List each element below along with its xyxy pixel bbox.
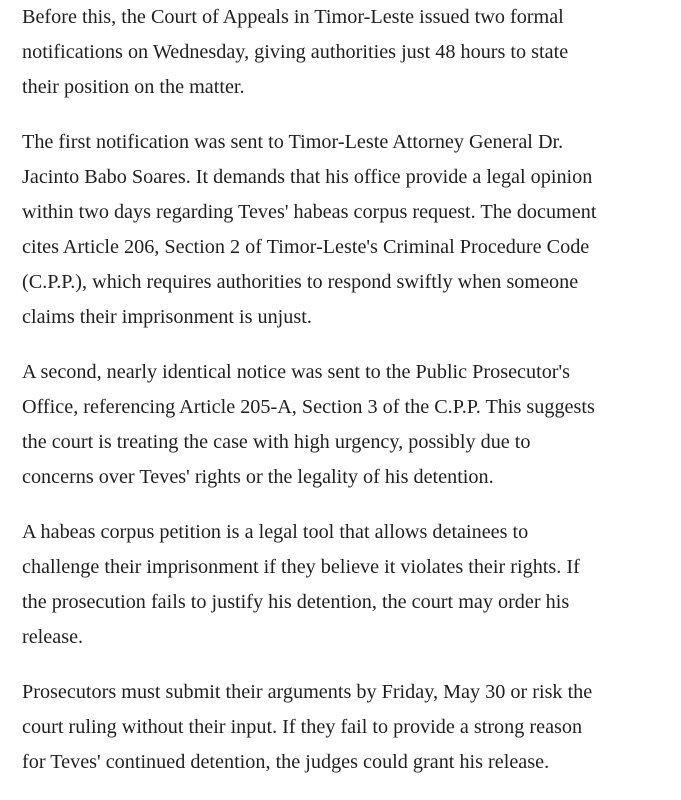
text-line: their position on the matter. xyxy=(22,76,245,98)
text-line: release. xyxy=(22,626,84,648)
text-line: Before this, the Court of Appeals in Timor-Leste issued two formal xyxy=(22,6,564,28)
text-line: the prosecution fails to justify his detention, the court may order his xyxy=(22,591,570,613)
paragraph-second-notice xyxy=(22,355,676,495)
text-line: court ruling without their input. If they fail to provide a strong reason xyxy=(22,716,583,738)
paragraph-prosecutors-deadline xyxy=(22,675,676,780)
paragraph-court-notifications xyxy=(22,0,676,105)
text-line: challenge their imprisonment if they believe it violates their rights. If xyxy=(22,556,580,578)
text-line: Prosecutors must submit their arguments by Friday, May 30 or risk the xyxy=(22,681,593,703)
text-line: notifications on Wednesday, giving authorities just 48 hours to state xyxy=(22,41,569,63)
text-line: the court is treating the case with high urgency, possibly due to xyxy=(22,431,531,453)
text-line: within two days regarding Teves' habeas corpus request. The document xyxy=(22,201,597,223)
text-line: Jacinto Babo Soares. It demands that his office provide a legal opinion xyxy=(22,166,593,188)
text-line: The first notification was sent to Timor-Leste Attorney General Dr. xyxy=(22,131,564,153)
text-line: claims their imprisonment is unjust. xyxy=(22,306,312,328)
paragraph-first-notification xyxy=(22,125,676,335)
paragraph-habeas-corpus xyxy=(22,515,676,655)
text-line: concerns over Teves' rights or the legality of his detention. xyxy=(22,466,494,488)
text-line: cites Article 206, Section 2 of Timor-Leste's Criminal Procedure Code xyxy=(22,236,590,258)
text-line: A habeas corpus petition is a legal tool that allows detainees to xyxy=(22,521,529,543)
text-line: for Teves' continued detention, the judges could grant his release. xyxy=(22,751,550,773)
text-line: Office, referencing Article 205-A, Section 3 of the C.P.P. This suggests xyxy=(22,396,595,418)
text-line: A second, nearly identical notice was sent to the Public Prosecutor's xyxy=(22,361,571,383)
article-body xyxy=(22,0,676,800)
text-line: (C.P.P.), which requires authorities to respond swiftly when someone xyxy=(22,271,579,293)
